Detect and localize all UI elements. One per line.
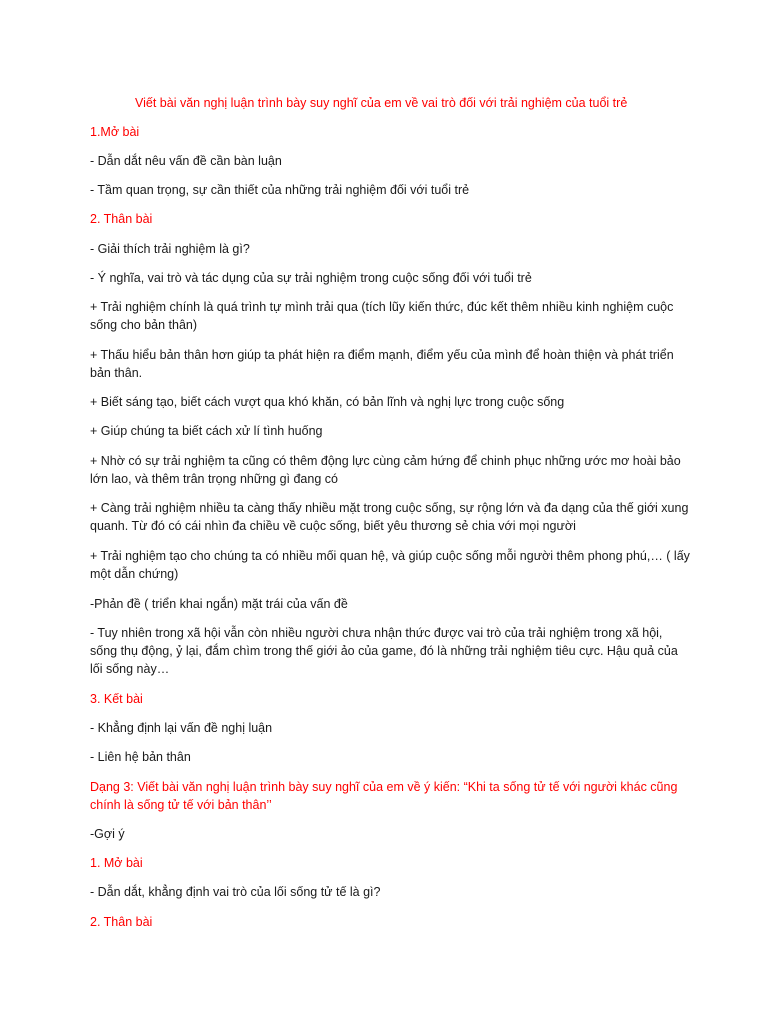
- heading-mo-bai-2: 1. Mở bài: [90, 856, 143, 870]
- heading-ket-bai: 3. Kết bài: [90, 692, 143, 706]
- paragraph: -Gợi ý: [90, 827, 125, 841]
- heading-than-bai: 2. Thân bài: [90, 212, 153, 226]
- paragraph: - Giải thích trải nghiệm là gì?: [90, 242, 250, 256]
- heading-dang-3: Dạng 3: Viết bài văn nghị luận trình bày suy nghĩ của em về ý kiến: “Khi ta sống tử tế với người khác cũng chính là sống tử tế với bản thân’’: [90, 780, 678, 812]
- heading-than-bai-2: 2. Thân bài: [90, 915, 153, 929]
- paragraph: - Ý nghĩa, vai trò và tác dụng của sự trải nghiệm trong cuộc sống đối với tuổi trẻ: [90, 271, 532, 285]
- paragraph: + Biết sáng tạo, biết cách vượt qua khó khăn, có bản lĩnh và nghị lực trong cuộc sống: [90, 395, 565, 409]
- paragraph: + Nhờ có sự trải nghiệm ta cũng có thêm động lực cùng cảm hứng để chinh phục những ước mơ hoài bảo lớn lao, và thêm trân trọng những gì đang có: [90, 454, 681, 486]
- paragraph: - Tầm quan trọng, sự cần thiết của những trải nghiệm đối với tuổi trẻ: [90, 183, 470, 197]
- heading-mo-bai: 1.Mở bài: [90, 125, 140, 139]
- paragraph: - Khẳng định lại vấn đề nghị luận: [90, 721, 273, 735]
- paragraph: - Tuy nhiên trong xã hội vẫn còn nhiều người chưa nhận thức được vai trò của trải nghiệm trong xã hội, sống thụ động, ỷ lại, đắm chìm trong thế giới ảo của game, đó là những trải nghiệm tiêu cực. Hậu quả của lối sống này…: [90, 626, 678, 676]
- paragraph: - Liên hệ bản thân: [90, 750, 191, 764]
- paragraph: - Dẫn dắt, khẳng định vai trò của lối sống tử tế là gì?: [90, 885, 381, 899]
- document-title: Viết bài văn nghị luận trình bày suy nghĩ của em về vai trò đối với trải nghiệm của tuổi trẻ: [135, 96, 628, 110]
- paragraph: + Trải nghiệm chính là quá trình tự mình trải qua (tích lũy kiến thức, đúc kết thêm nhiều kinh nghiệm cuộc sống cho bản thân): [90, 300, 674, 332]
- paragraph: -Phản đề ( triển khai ngắn) mặt trái của vấn đề: [90, 597, 348, 611]
- paragraph: + Giúp chúng ta biết cách xử lí tình huống: [90, 424, 323, 438]
- paragraph: + Trải nghiệm tạo cho chúng ta có nhiều mối quan hệ, và giúp cuộc sống mỗi người thêm phong phú,… ( lấy một dẫn chứng): [90, 549, 690, 581]
- paragraph: + Càng trải nghiệm nhiều ta càng thấy nhiều mặt trong cuộc sống, sự rộng lớn và đa dạng của thế giới xung quanh. Từ đó có cái nhìn đa chiều về cuộc sống, biết yêu thương sẻ chia với mọi người: [90, 501, 689, 533]
- paragraph: + Thấu hiểu bản thân hơn giúp ta phát hiện ra điểm mạnh, điểm yếu của mình để hoàn thiện và phát triển bản thân.: [90, 348, 674, 380]
- paragraph: - Dẫn dắt nêu vấn đề cần bàn luận: [90, 154, 282, 168]
